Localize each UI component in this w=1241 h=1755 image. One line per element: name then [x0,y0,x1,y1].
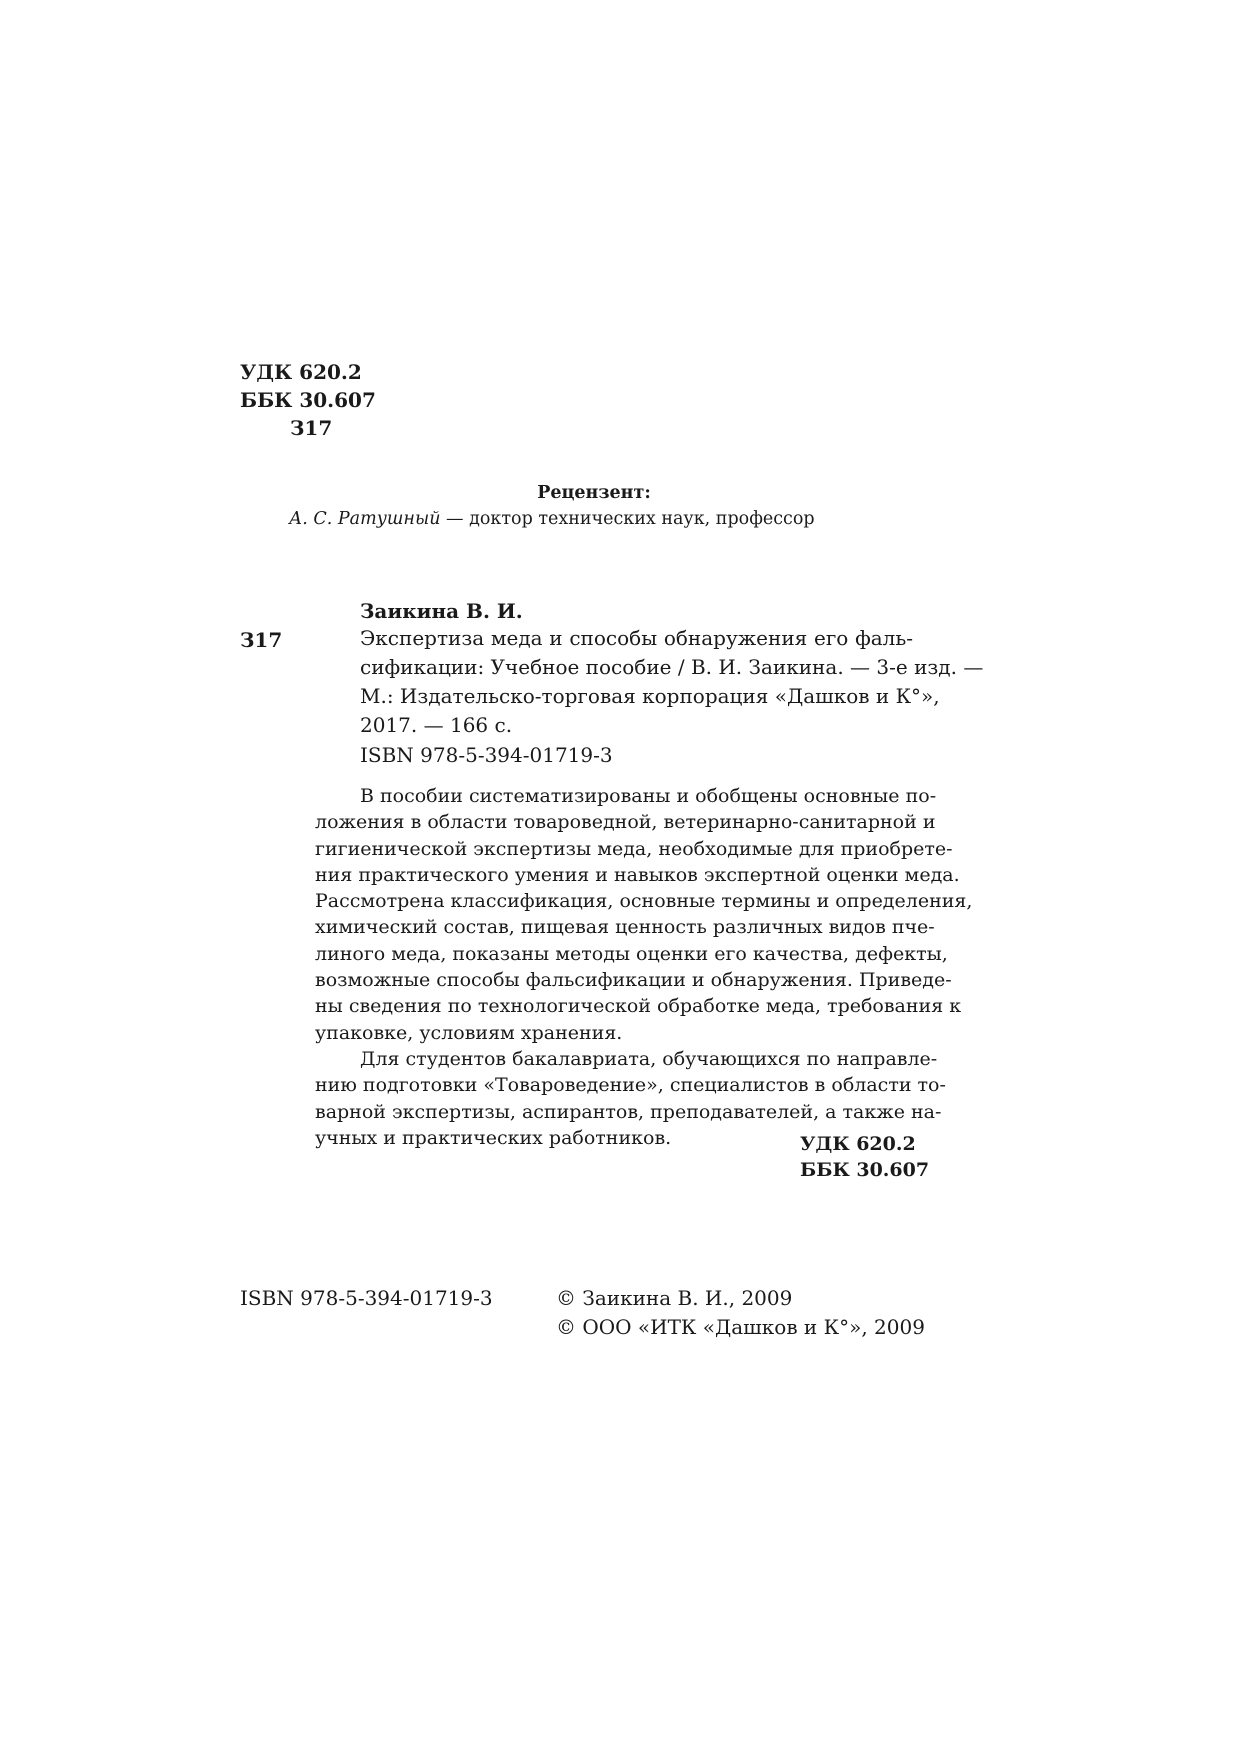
abstract-line: Для студентов бакалавриата, обучающихся по направле- [360,1047,938,1070]
abstract-line: химический состав, пищевая ценность различных видов пче- [315,916,935,939]
biblio-line: Экспертиза меда и способы обнаружения его фаль- [360,626,913,650]
abstract-line: гигиенической экспертизы меда, необходимые для приобрете- [315,837,953,860]
abstract-line: Рассмотрена классификация, основные термины и определения, [315,890,973,913]
biblio-line: сификации: Учебное пособие / В. И. Заикина. — 3-е изд. — [360,655,984,679]
biblio-line: 2017. — 166 с. [360,713,513,737]
abstract-line: упаковке, условиям хранения. [315,1021,623,1044]
abstract-line: варной экспертизы, аспирантов, преподавателей, а также на- [315,1100,942,1123]
reviewer-name: А. С. Ратушный [289,509,441,529]
author-sign-margin: З17 [240,628,283,652]
bibliographic-description [360,624,984,740]
abstract-line: линого меда, показаны методы оценки его качества, дефекты, [315,942,948,965]
footer-isbn: ISBN 978-5-394-01719-3 [240,1286,493,1310]
abstract-line: В пособии систематизированы и обобщены основные по- [360,785,937,807]
classification-block-top [240,358,400,442]
biblio-line: М.: Издательско-торговая корпорация «Дашков и К°», [360,684,940,708]
copyright-author: © Заикина В. И., 2009 [556,1286,793,1310]
abstract-line: ния практического умения и навыков экспертной оценки меда. [315,863,960,886]
udk-code-bottom: УДК 620.2 [800,1133,916,1155]
udk-code: УДК 620.2 [240,360,362,384]
abstract-line: учных и практических работников. [315,1126,672,1149]
author-sign-code: З17 [290,416,333,440]
author-name: Заикина В. И. [360,599,523,623]
bbk-code-bottom: ББК 30.607 [800,1159,930,1181]
abstract-line: ны сведения по технологической обработке меда, требования к [315,995,962,1018]
abstract-line: возможные способы фальсификации и обнаружения. Приведе- [315,969,952,992]
isbn-line: ISBN 978-5-394-01719-3 [360,743,613,767]
reviewer-description: — доктор технических наук, профессор [440,509,815,529]
classification-block-bottom [800,1131,930,1183]
abstract-text [315,783,973,1151]
bbk-code: ББК 30.607 [240,388,376,412]
copyright-publisher: © ООО «ИТК «Дашков и К°», 2009 [556,1315,925,1339]
copyright-block [556,1284,925,1342]
reviewer-block [240,480,920,532]
reviewer-line [240,506,920,532]
abstract-line: ложения в области товароведной, ветеринарно-санитарной и [315,811,936,834]
abstract-line: нию подготовки «Товароведение», специалистов в области то- [315,1074,946,1097]
reviewer-heading: Рецензент: [537,483,651,503]
